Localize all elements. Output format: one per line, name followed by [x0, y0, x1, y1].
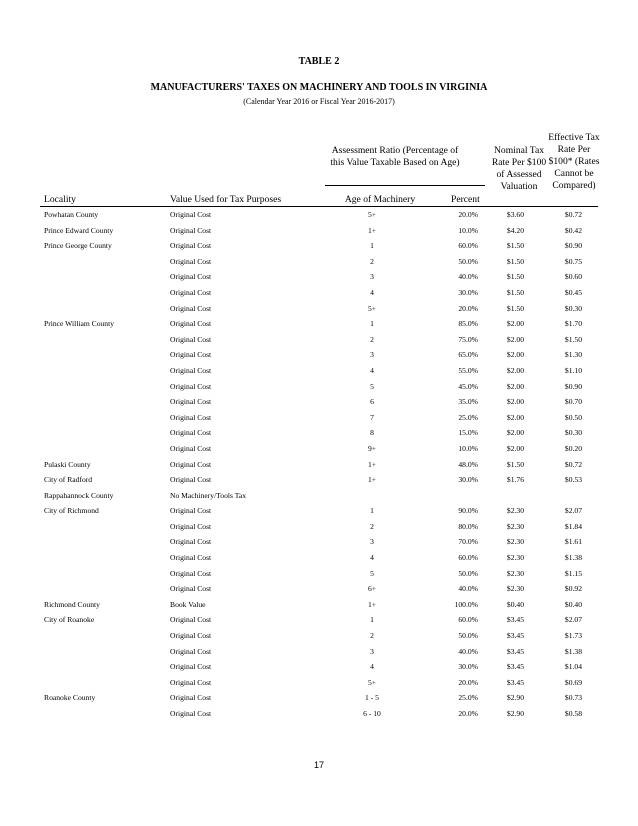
- value-used-cell: Book Value: [170, 599, 206, 609]
- table-row: [0, 611, 638, 627]
- value-used-cell: Original Cost: [170, 256, 212, 266]
- effective-rate-cell: $0.58: [564, 709, 582, 718]
- nominal-rate-cell: $2.30: [506, 584, 524, 594]
- percent-cell: 15.0%: [458, 428, 478, 438]
- effective-rate-cell: $0.90: [564, 241, 582, 251]
- effective-rate-cell: $1.70: [564, 319, 582, 329]
- age-cell: 4: [370, 662, 374, 672]
- effective-rate-cell: $1.04: [564, 662, 582, 672]
- effective-rate-cell: $1.38: [564, 553, 582, 563]
- table-row: [0, 284, 638, 300]
- percent-cell: 45.0%: [458, 381, 478, 391]
- value-used-cell: Original Cost: [170, 241, 212, 251]
- percent-cell: 30.0%: [458, 287, 478, 297]
- table-row: [0, 487, 638, 503]
- nominal-rate-cell: $2.00: [506, 428, 524, 438]
- age-cell: 4: [370, 365, 374, 375]
- age-cell: 3: [370, 350, 374, 360]
- effective-rate-cell: $0.40: [564, 599, 582, 609]
- value-used-cell: No Machinery/Tools Tax: [170, 490, 246, 500]
- nominal-rate-header: Nominal Tax Rate Per $100 of Assessed Valuation: [491, 145, 547, 192]
- effective-rate-cell: $1.30: [564, 350, 582, 360]
- table-row: [0, 237, 638, 253]
- nominal-rate-cell: $2.90: [506, 709, 524, 718]
- effective-rate-cell: $1.61: [564, 537, 582, 547]
- table-row: [0, 409, 638, 425]
- table-row: [0, 705, 638, 721]
- value-used-header: Value Used for Tax Purposes: [170, 194, 282, 205]
- effective-rate-cell: $0.75: [564, 256, 582, 266]
- effective-rate-cell: $0.73: [564, 693, 582, 703]
- table-number: TABLE 2: [298, 56, 340, 67]
- age-cell: 6+: [367, 584, 377, 594]
- percent-cell: 10.0%: [458, 443, 478, 453]
- percent-cell: 100.0%: [454, 599, 478, 609]
- percent-cell: 20.0%: [458, 677, 478, 687]
- age-cell: 7: [370, 412, 374, 422]
- table-row: [0, 393, 638, 409]
- effective-rate-cell: $1.38: [564, 646, 582, 656]
- percent-cell: 10.0%: [458, 225, 478, 235]
- locality-cell: City of Roanoke: [44, 615, 95, 625]
- table-row: [0, 206, 638, 222]
- value-used-cell: Original Cost: [170, 350, 212, 360]
- locality-cell: Powhatan County: [44, 210, 99, 219]
- locality-cell: City of Radford: [44, 475, 93, 485]
- age-cell: 4: [370, 553, 374, 563]
- effective-rate-cell: $1.84: [564, 521, 582, 531]
- percent-cell: 48.0%: [458, 459, 478, 469]
- percent-cell: 80.0%: [458, 521, 478, 531]
- effective-rate-cell: $2.07: [564, 615, 582, 625]
- value-used-cell: Original Cost: [170, 553, 212, 563]
- nominal-rate-cell: $1.76: [506, 475, 524, 485]
- table-row: [0, 565, 638, 581]
- value-used-cell: Original Cost: [170, 334, 212, 344]
- table-row: [0, 315, 638, 331]
- age-cell: 1: [370, 241, 374, 251]
- value-used-cell: Original Cost: [170, 506, 212, 516]
- nominal-rate-cell: $2.30: [506, 537, 524, 547]
- table-row: [0, 378, 638, 394]
- table-body: [0, 206, 638, 721]
- effective-rate-cell: $0.53: [564, 475, 582, 485]
- value-used-cell: Original Cost: [170, 568, 212, 578]
- nominal-rate-cell: $2.30: [506, 553, 524, 563]
- table-row: [0, 346, 638, 362]
- table-row: [0, 424, 638, 440]
- age-cell: 2: [370, 521, 374, 531]
- effective-rate-cell: $0.90: [564, 381, 582, 391]
- locality-cell: Prince Edward County: [44, 225, 114, 235]
- percent-header: Percent: [451, 194, 480, 205]
- percent-cell: 30.0%: [458, 662, 478, 672]
- value-used-cell: Original Cost: [170, 397, 212, 407]
- percent-cell: 20.0%: [458, 303, 478, 313]
- age-cell: 1 - 5: [365, 693, 379, 703]
- nominal-rate-cell: $3.60: [506, 210, 524, 219]
- table-row: [0, 658, 638, 674]
- value-used-cell: Original Cost: [170, 646, 212, 656]
- nominal-rate-cell: $2.30: [506, 568, 524, 578]
- age-cell: 1+: [367, 225, 377, 235]
- nominal-rate-cell: $2.00: [506, 443, 524, 453]
- assessment-ratio-header: Assessment Ratio (Percentage of this Value Taxable Based on Age): [330, 145, 460, 168]
- value-used-cell: Original Cost: [170, 475, 212, 485]
- locality-cell: Roanoke County: [44, 693, 96, 703]
- table-row: [0, 440, 638, 456]
- age-cell: 5: [370, 381, 374, 391]
- age-cell: 1+: [367, 459, 377, 469]
- age-cell: 1: [370, 319, 374, 329]
- nominal-rate-cell: $1.50: [506, 459, 524, 469]
- value-used-cell: Original Cost: [170, 365, 212, 375]
- percent-cell: 25.0%: [458, 693, 478, 703]
- effective-rate-cell: $0.42: [564, 225, 582, 235]
- age-cell: 6 - 10: [363, 709, 381, 718]
- table-subtitle: (Calendar Year 2016 or Fiscal Year 2016-2017): [243, 97, 395, 106]
- nominal-rate-cell: $2.00: [506, 334, 524, 344]
- percent-cell: 60.0%: [458, 553, 478, 563]
- value-used-cell: Original Cost: [170, 272, 212, 282]
- table-row: [0, 268, 638, 284]
- percent-cell: 25.0%: [458, 412, 478, 422]
- percent-cell: 50.0%: [458, 631, 478, 641]
- age-cell: 3: [370, 272, 374, 282]
- effective-rate-cell: $0.30: [564, 303, 582, 313]
- nominal-rate-cell: $1.50: [506, 287, 524, 297]
- table-row: [0, 222, 638, 238]
- age-header: Age of Machinery: [344, 194, 416, 205]
- nominal-rate-cell: $0.40: [506, 599, 524, 609]
- effective-rate-cell: $0.45: [564, 287, 582, 297]
- locality-cell: Prince William County: [44, 319, 115, 329]
- nominal-rate-cell: $2.30: [506, 521, 524, 531]
- value-used-cell: Original Cost: [170, 662, 212, 672]
- percent-cell: 35.0%: [458, 397, 478, 407]
- nominal-rate-cell: $1.50: [506, 272, 524, 282]
- nominal-rate-cell: $2.00: [506, 319, 524, 329]
- percent-cell: 75.0%: [458, 334, 478, 344]
- table-row: [0, 518, 638, 534]
- table-row: [0, 627, 638, 643]
- table-row: [0, 580, 638, 596]
- value-used-cell: Original Cost: [170, 381, 212, 391]
- age-cell: 1+: [367, 599, 377, 609]
- locality-cell: Pulaski County: [44, 459, 91, 469]
- table-row: [0, 253, 638, 269]
- age-cell: 1: [370, 615, 374, 625]
- table-row: [0, 456, 638, 472]
- value-used-cell: Original Cost: [170, 677, 212, 687]
- value-used-cell: Original Cost: [170, 584, 212, 594]
- effective-rate-cell: $0.20: [564, 443, 582, 453]
- age-cell: 9+: [367, 443, 377, 453]
- age-cell: 8: [370, 428, 374, 438]
- effective-rate-cell: $0.60: [564, 272, 582, 282]
- nominal-rate-cell: $2.00: [506, 381, 524, 391]
- table-title: MANUFACTURERS' TAXES ON MACHINERY AND TOOLS IN VIRGINIA: [150, 82, 488, 93]
- nominal-rate-cell: $2.00: [506, 397, 524, 407]
- percent-cell: 40.0%: [458, 646, 478, 656]
- nominal-rate-cell: $1.50: [506, 241, 524, 251]
- table-row: [0, 549, 638, 565]
- table-row: [0, 674, 638, 690]
- value-used-cell: Original Cost: [170, 709, 212, 718]
- value-used-cell: Original Cost: [170, 412, 212, 422]
- table-row: [0, 533, 638, 549]
- nominal-rate-cell: $2.00: [506, 350, 524, 360]
- value-used-cell: Original Cost: [170, 615, 212, 625]
- percent-cell: 50.0%: [458, 256, 478, 266]
- locality-header: Locality: [44, 194, 76, 205]
- locality-cell: Prince George County: [44, 241, 112, 251]
- effective-rate-cell: $0.92: [564, 584, 582, 594]
- value-used-cell: Original Cost: [170, 428, 212, 438]
- effective-rate-cell: $2.07: [564, 506, 582, 516]
- percent-cell: 70.0%: [458, 537, 478, 547]
- percent-cell: 40.0%: [458, 272, 478, 282]
- percent-cell: 30.0%: [458, 475, 478, 485]
- percent-cell: 65.0%: [458, 350, 478, 360]
- percent-cell: 40.0%: [458, 584, 478, 594]
- value-used-cell: Original Cost: [170, 521, 212, 531]
- nominal-rate-cell: $1.50: [506, 256, 524, 266]
- percent-cell: 60.0%: [458, 241, 478, 251]
- age-cell: 2: [370, 334, 374, 344]
- nominal-rate-cell: $3.45: [506, 677, 524, 687]
- effective-rate-cell: $0.70: [564, 397, 582, 407]
- table-row: [0, 596, 638, 612]
- effective-rate-cell: $0.72: [564, 459, 582, 469]
- table-row: [0, 689, 638, 705]
- nominal-rate-cell: $4.20: [506, 225, 524, 235]
- table-row: [0, 362, 638, 378]
- age-cell: 4: [370, 287, 374, 297]
- table-row: [0, 502, 638, 518]
- percent-cell: 50.0%: [458, 568, 478, 578]
- table-row: [0, 643, 638, 659]
- assessment-ratio-rule: [325, 185, 485, 186]
- percent-cell: 55.0%: [458, 365, 478, 375]
- age-cell: 2: [370, 631, 374, 641]
- age-cell: 3: [370, 537, 374, 547]
- age-cell: 5: [370, 568, 374, 578]
- percent-cell: 20.0%: [458, 709, 478, 718]
- locality-cell: City of Richmond: [44, 506, 99, 516]
- value-used-cell: Original Cost: [170, 303, 212, 313]
- value-used-cell: Original Cost: [170, 210, 212, 219]
- nominal-rate-cell: $2.30: [506, 506, 524, 516]
- nominal-rate-cell: $2.90: [506, 693, 524, 703]
- nominal-rate-cell: $2.00: [506, 412, 524, 422]
- effective-rate-cell: $1.50: [564, 334, 582, 344]
- table-row: [0, 471, 638, 487]
- age-cell: 6: [370, 397, 374, 407]
- nominal-rate-cell: $3.45: [506, 662, 524, 672]
- percent-cell: 60.0%: [458, 615, 478, 625]
- value-used-cell: Original Cost: [170, 537, 212, 547]
- locality-cell: Richmond County: [44, 599, 100, 609]
- nominal-rate-cell: $3.45: [506, 631, 524, 641]
- age-cell: 3: [370, 646, 374, 656]
- effective-rate-cell: $0.50: [564, 412, 582, 422]
- nominal-rate-cell: $1.50: [506, 303, 524, 313]
- value-used-cell: Original Cost: [170, 287, 212, 297]
- age-cell: 5+: [367, 677, 377, 687]
- page-number: 17: [313, 760, 324, 770]
- age-cell: 5+: [367, 210, 377, 219]
- value-used-cell: Original Cost: [170, 693, 212, 703]
- effective-rate-cell: $0.69: [564, 677, 582, 687]
- percent-cell: 85.0%: [458, 319, 478, 329]
- age-cell: 1: [370, 506, 374, 516]
- age-cell: 2: [370, 256, 374, 266]
- effective-rate-cell: $0.30: [564, 428, 582, 438]
- table-row: [0, 331, 638, 347]
- value-used-cell: Original Cost: [170, 631, 212, 641]
- locality-cell: Rappahannock County: [44, 490, 114, 500]
- table-row: [0, 300, 638, 316]
- nominal-rate-cell: $3.45: [506, 615, 524, 625]
- nominal-rate-cell: $2.00: [506, 365, 524, 375]
- value-used-cell: Original Cost: [170, 319, 212, 329]
- effective-rate-header: Effective Tax Rate Per $100* (Rates Cannot be Compared): [548, 132, 600, 191]
- age-cell: 5+: [367, 303, 377, 313]
- age-cell: 1+: [367, 475, 377, 485]
- effective-rate-cell: $1.73: [564, 631, 582, 641]
- effective-rate-cell: $1.15: [564, 568, 582, 578]
- percent-cell: 20.0%: [458, 210, 478, 219]
- value-used-cell: Original Cost: [170, 225, 212, 235]
- nominal-rate-cell: $3.45: [506, 646, 524, 656]
- percent-cell: 90.0%: [458, 506, 478, 516]
- effective-rate-cell: $0.72: [564, 210, 582, 219]
- value-used-cell: Original Cost: [170, 459, 212, 469]
- effective-rate-cell: $1.10: [564, 365, 582, 375]
- value-used-cell: Original Cost: [170, 443, 212, 453]
